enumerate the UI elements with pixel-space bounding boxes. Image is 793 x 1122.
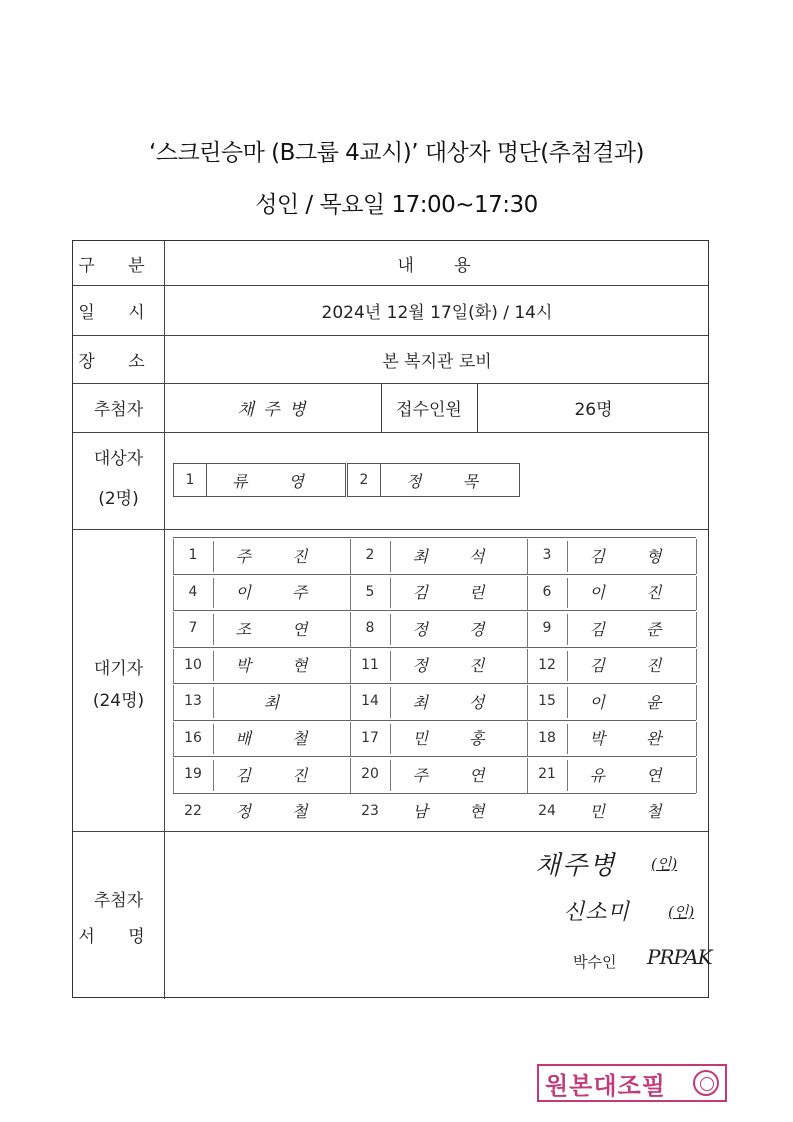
waitlist-name: 이 윤 xyxy=(589,692,680,712)
waitlist-column-line xyxy=(527,649,528,684)
waitlist-row-line xyxy=(173,756,696,757)
signature-3-seal: PRPAK xyxy=(647,945,712,969)
waitlist-cell-divider xyxy=(390,578,391,609)
waitlist-number: 7 xyxy=(188,620,198,637)
waitlist-name: 이 주 xyxy=(235,583,326,603)
row-divider xyxy=(73,529,708,530)
waitlist-number: 8 xyxy=(365,620,375,637)
waitlist-column-line xyxy=(696,612,697,647)
waitlist-cell-divider xyxy=(213,614,214,645)
waitlist-number: 24 xyxy=(538,802,556,819)
waitlist-row-line xyxy=(173,793,696,794)
waitlist-column-line xyxy=(173,649,174,684)
waitlist-column-line xyxy=(350,539,351,574)
signature-3-name: 박수인 xyxy=(573,953,617,971)
signature-label-2: 서 명 xyxy=(78,926,159,947)
waitlist-column-line xyxy=(350,722,351,757)
waitlist-name: 정 철 xyxy=(235,802,326,822)
waitlist-cell-divider xyxy=(390,760,391,791)
waitlist-number: 16 xyxy=(184,729,202,746)
waitlist-number: 23 xyxy=(361,802,379,819)
waitlist-name: 최 성 xyxy=(412,692,503,712)
waitlist-column-line xyxy=(527,539,528,574)
waitlist-number: 20 xyxy=(361,766,379,783)
waitlist-cell-divider xyxy=(390,687,391,718)
waitlist-name: 이 진 xyxy=(589,583,680,603)
waitlist-cell-divider xyxy=(567,687,568,718)
document-subtitle: 성인 / 목요일 17:00~17:30 xyxy=(255,192,538,218)
waitlist-cell-divider xyxy=(213,651,214,682)
waitlist-cell-divider xyxy=(213,760,214,791)
waitlist-number: 19 xyxy=(184,766,202,783)
waitlist-name: 박 현 xyxy=(235,656,326,676)
waitlist-column-line xyxy=(173,685,174,720)
waitlist-column-line xyxy=(696,576,697,611)
signature-2-seal: (인) xyxy=(668,903,695,921)
waitlist-row-line xyxy=(173,683,696,684)
target-label: 대상자 xyxy=(93,448,144,469)
target-number: 2 xyxy=(359,472,369,488)
waitlist-column-line xyxy=(696,758,697,793)
waitlist-column-line xyxy=(350,758,351,793)
place-value: 본 복지관 로비 xyxy=(382,351,492,372)
row-divider xyxy=(73,432,708,433)
waitlist-number: 5 xyxy=(365,583,375,600)
waitlist-name: 주 진 xyxy=(235,546,326,566)
header-value: 내 용 xyxy=(397,255,477,276)
waitlist-number: 10 xyxy=(184,656,202,673)
stamp-text: 원본대조필 xyxy=(545,1070,666,1100)
applicants-label: 접수인원 xyxy=(396,400,462,420)
signature-2-name: 신소미 xyxy=(563,900,630,925)
waitlist-row-line xyxy=(173,647,696,648)
waitlist-cell-divider xyxy=(390,651,391,682)
waitlist-name: 민 철 xyxy=(589,802,680,822)
waitlist-column-line xyxy=(350,576,351,611)
waitlist-name: 김 형 xyxy=(589,546,680,566)
waitlist-cell-divider xyxy=(567,541,568,572)
waitlist-number: 6 xyxy=(542,583,552,600)
waiting-label: 대기자 xyxy=(93,658,144,679)
waitlist-column-line xyxy=(173,722,174,757)
waitlist-row-line xyxy=(173,610,696,611)
waitlist-cell-divider xyxy=(567,724,568,755)
waitlist-number: 14 xyxy=(361,693,379,710)
signature-label-1: 추첨자 xyxy=(93,890,144,911)
waitlist-column-line xyxy=(173,539,174,574)
waitlist-number: 12 xyxy=(538,656,556,673)
place-label: 장 소 xyxy=(78,351,159,372)
waitlist-cell-divider xyxy=(213,541,214,572)
waitlist-number: 21 xyxy=(538,766,556,783)
waitlist-number: 17 xyxy=(361,729,379,746)
waitlist-column-line xyxy=(527,722,528,757)
waitlist-number: 13 xyxy=(184,693,202,710)
waitlist-cell-divider xyxy=(390,541,391,572)
waitlist-column-line xyxy=(350,612,351,647)
waitlist-column-line xyxy=(350,685,351,720)
waitlist-cell-divider xyxy=(567,760,568,791)
waitlist-column-line xyxy=(173,612,174,647)
waitlist-column-line xyxy=(173,758,174,793)
waitlist-name: 정 경 xyxy=(412,619,503,639)
waitlist-cell-divider xyxy=(567,578,568,609)
waitlist-cell-divider xyxy=(390,614,391,645)
waitlist-column-line xyxy=(696,722,697,757)
result-table xyxy=(72,240,712,998)
waitlist-number: 11 xyxy=(361,656,379,673)
waitlist-row-line xyxy=(173,574,696,575)
waitlist-column-line xyxy=(696,649,697,684)
target-count: (2명) xyxy=(98,488,139,509)
drawer-label: 추첨자 xyxy=(93,400,144,420)
waitlist-cell-divider xyxy=(390,724,391,755)
waiting-count: (24명) xyxy=(92,690,145,711)
waitlist-number: 9 xyxy=(542,620,552,637)
waitlist-name: 박 완 xyxy=(589,729,680,749)
target-number: 1 xyxy=(185,472,195,488)
waitlist-number: 1 xyxy=(188,547,198,564)
waitlist-name: 김 진 xyxy=(235,765,326,785)
waitlist-number: 22 xyxy=(184,802,202,819)
original-copy-stamp xyxy=(537,1064,727,1102)
datetime-label: 일 시 xyxy=(78,302,159,323)
waitlist-column-line xyxy=(173,576,174,611)
datetime-value: 2024년 12월 17일(화) / 14시 xyxy=(321,302,553,323)
target-name: 류 영 xyxy=(232,471,322,491)
drawer-name: 채 주 병 xyxy=(237,400,308,420)
waitlist-row-line xyxy=(173,537,696,538)
signature-1-seal: (인) xyxy=(651,855,678,873)
header-label: 구 분 xyxy=(78,255,159,276)
waitlist-name: 김 린 xyxy=(412,583,503,603)
stamp-seal-icon xyxy=(693,1070,719,1096)
waitlist-name: 배 철 xyxy=(235,729,326,749)
waitlist-name: 김 진 xyxy=(589,656,680,676)
waitlist-name: 최 xyxy=(263,692,298,712)
waitlist-name: 민 홍 xyxy=(412,729,503,749)
waitlist-column-line xyxy=(527,612,528,647)
waitlist-column-line xyxy=(350,649,351,684)
waitlist-cell-divider xyxy=(567,651,568,682)
waitlist-column-line xyxy=(696,539,697,574)
applicants-value: 26명 xyxy=(574,400,613,420)
waitlist-number: 15 xyxy=(538,693,556,710)
waitlist-name: 남 현 xyxy=(412,802,503,822)
waitlist-name: 조 연 xyxy=(235,619,326,639)
row-divider xyxy=(73,831,708,832)
waitlist-name: 유 연 xyxy=(589,765,680,785)
waitlist-name: 김 준 xyxy=(589,619,680,639)
target-name: 정 목 xyxy=(406,471,496,491)
waitlist-number: 4 xyxy=(188,583,198,600)
signature-1-name: 채주병 xyxy=(535,851,617,881)
waitlist-cell-divider xyxy=(213,724,214,755)
waitlist-number: 18 xyxy=(538,729,556,746)
waitlist-cell-divider xyxy=(567,614,568,645)
waitlist-column-line xyxy=(527,758,528,793)
waitlist-column-line xyxy=(696,685,697,720)
waitlist-row-line xyxy=(173,720,696,721)
waitlist-column-line xyxy=(527,685,528,720)
waitlist-column-line xyxy=(527,576,528,611)
document-title: ‘스크린승마 (B그룹 4교시)’ 대상자 명단(추첨결과) xyxy=(148,140,645,166)
waitlist-name: 정 진 xyxy=(412,656,503,676)
waitlist-number: 3 xyxy=(542,547,552,564)
waitlist-name: 최 석 xyxy=(412,546,503,566)
waitlist-cell-divider xyxy=(213,578,214,609)
waitlist-number: 2 xyxy=(365,547,375,564)
waitlist-name: 주 연 xyxy=(412,765,503,785)
waitlist-cell-divider xyxy=(213,687,214,718)
